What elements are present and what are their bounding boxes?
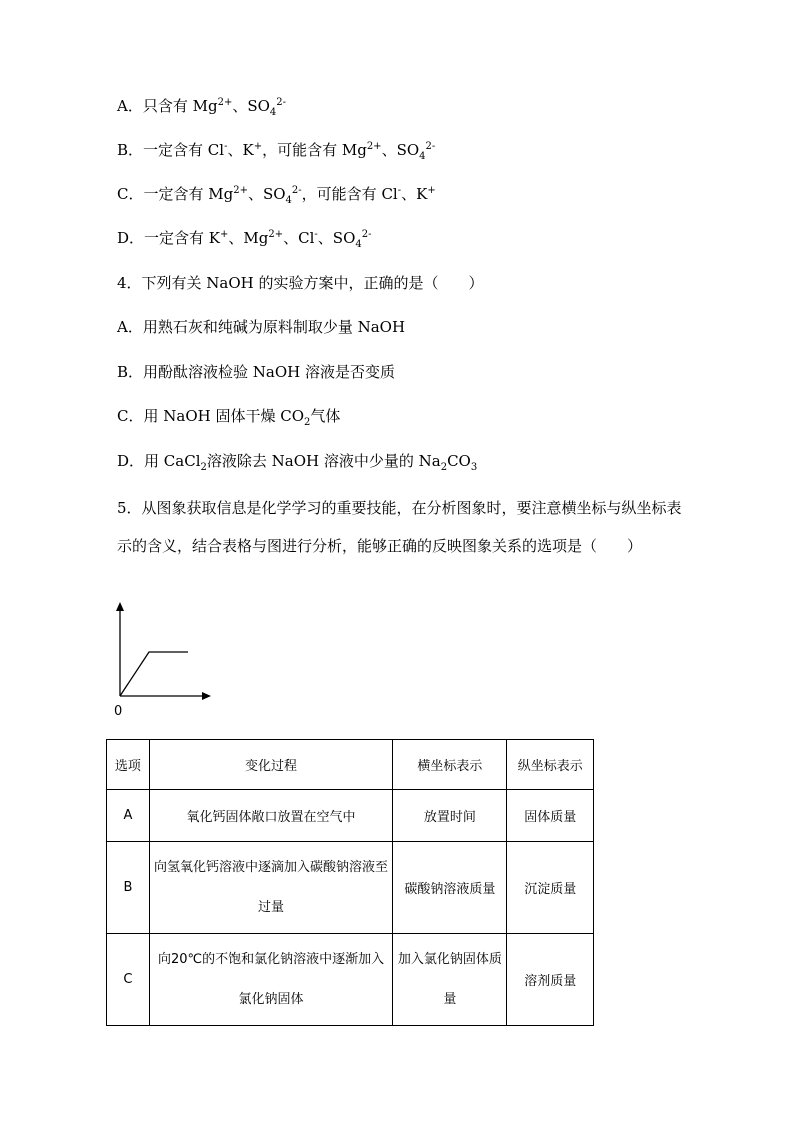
header-process: 变化过程 <box>149 740 392 790</box>
q4-option-c: C．用 NaOH 固体干燥 $CO_2$气体 <box>117 407 341 428</box>
origin-label: 0 <box>114 704 123 719</box>
option-b-line: B．一定含有 Cl-、K+，可能含有 $Mg^{2+}$、$SO_4^{2-}$ <box>117 141 436 162</box>
q4-option-a: A．用熟石灰和纯碱为原料制取少量 NaOH <box>117 318 406 336</box>
table-header-row <box>107 740 594 790</box>
option-c-line: C．一定含有 $Mg^{2+}$、$SO_4^{2-}$，可能含有 Cl-、K+ <box>117 185 436 206</box>
line-graph <box>108 598 218 723</box>
header-y: 纵坐标表示 <box>507 740 594 790</box>
y-axis-arrow-icon <box>116 602 124 611</box>
table-row: A 氧化钙固体敞口放置在空气中 放置时间 固体质量 <box>107 790 594 842</box>
option-a-line: A．只含有 $Mg^{2+}$、$SO_4^{2-}$ <box>117 97 287 118</box>
header-option: 选项 <box>107 740 150 790</box>
question-5-stem: 5．从图象获取信息是化学学习的重要技能，在分析图象时，要注意横坐标与纵坐标表示的含义，结合表格与图进行分析，能够正确的反映图象关系的选项是（ ） <box>117 499 682 555</box>
options-table <box>106 739 594 1026</box>
x-axis-arrow-icon <box>202 692 211 700</box>
q4-option-d: D．用 CaCl$_2$溶液除去 NaOH 溶液中少量的 $Na_2CO_3$ <box>117 452 478 473</box>
option-d-line: D．一定含有 K+、$Mg^{2+}$、Cl-、$SO_4^{2-}$ <box>117 229 372 250</box>
q4-option-b: B．用酚酞溶液检验 NaOH 溶液是否变质 <box>117 363 396 381</box>
header-x: 横坐标表示 <box>393 740 507 790</box>
table-row: B 向氢氧化钙溶液中逐滴加入碳酸钠溶液至过量 碳酸钠溶液质量 沉淀质量 <box>107 842 594 934</box>
question-4-stem: 4．下列有关 NaOH 的实验方案中，正确的是（ ） <box>117 274 484 292</box>
graph-curve <box>120 652 188 696</box>
table-row: C 向20℃的不饱和氯化钠溶液中逐渐加入氯化钠固体 加入氯化钠固体质量 溶剂质量 <box>107 934 594 1026</box>
option-letter: A <box>117 97 128 115</box>
